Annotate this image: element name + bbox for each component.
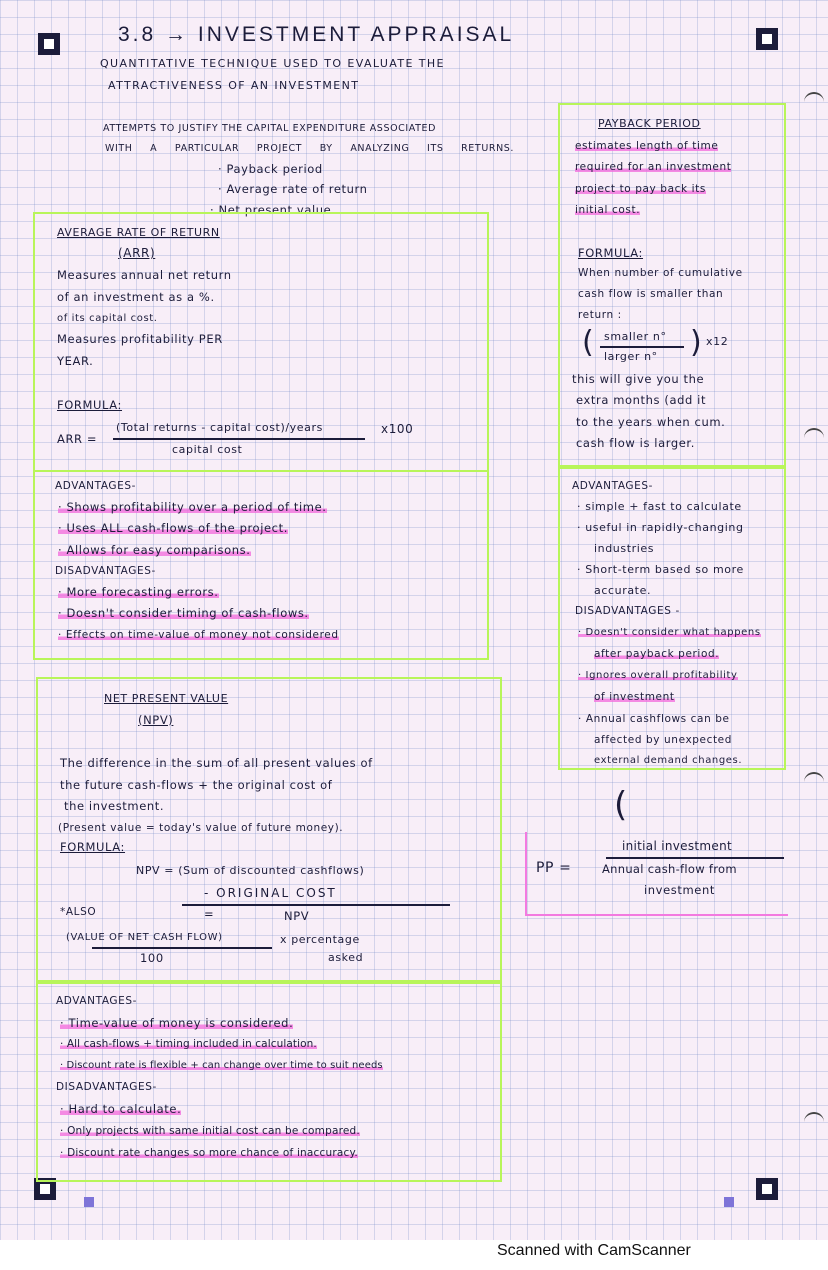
payback-dis-5: · Annual cashflows can be — [578, 713, 730, 725]
npv-eq: = — [204, 907, 215, 921]
payback-desc-1: estimates length of time — [575, 140, 719, 152]
payback-adv-4: · Short-term based so more — [577, 563, 744, 576]
subtitle-line-2: ATTRACTIVENESS OF AN INVESTMENT — [108, 79, 360, 92]
npv-formula-rule — [182, 904, 450, 906]
corner-marker-top-right — [756, 28, 778, 50]
payback-note-4: cash flow is larger. — [576, 436, 695, 450]
arr-adv-3: · Allows for easy comparisons. — [58, 543, 251, 557]
punch-hole-2 — [804, 428, 824, 442]
arr-fraction-bar — [113, 438, 365, 440]
npv-desc-2: the future cash-flows + the original cost of — [60, 778, 333, 792]
npv-dis-2: · Only projects with same initial cost can be compared. — [60, 1125, 360, 1137]
payback-desc-2: required for an investment — [575, 161, 732, 173]
intro-line-2: WITH A PARTICULAR PROJECT BY ANALYZING ITS RETURNS. — [105, 143, 515, 154]
npv-dis-label: DISADVANTAGES- — [56, 1081, 157, 1093]
payback-note-1: this will give you the — [572, 372, 705, 386]
npv-adv-2: · All cash-flows + timing included in calculation. — [60, 1038, 317, 1050]
arr-dis-label: DISADVANTAGES- — [55, 565, 156, 577]
payback-dis-2: after payback period. — [594, 648, 720, 660]
payback-frac-den: larger n° — [604, 350, 658, 363]
npv-formula-a: NPV = (Sum of discounted cashflows) — [136, 864, 365, 877]
pp-paren: ( — [614, 785, 628, 825]
arr-desc-5: YEAR. — [57, 354, 94, 368]
payback-paren-open: ( — [582, 325, 595, 360]
purple-square-left — [84, 1197, 94, 1207]
payback-desc-4: initial cost. — [575, 204, 641, 216]
npv-also-denominator: 100 — [140, 951, 164, 965]
payback-dis-1: · Doesn't consider what happens — [578, 627, 761, 638]
corner-marker-top-left — [38, 33, 60, 55]
payback-frac-num: smaller n° — [604, 330, 667, 343]
npv-formula-label: FORMULA: — [60, 840, 126, 854]
arr-heading: AVERAGE RATE OF RETURN — [57, 226, 220, 239]
punch-hole-1 — [804, 92, 824, 106]
payback-frac-mult: x12 — [706, 335, 729, 348]
payback-adv-label: ADVANTAGES- — [572, 480, 654, 492]
payback-dis-4: of investment — [594, 691, 675, 703]
intro-list-2: · Average rate of return — [218, 182, 368, 196]
payback-fraction-bar — [600, 346, 684, 348]
npv-also-numerator: (VALUE OF NET CASH FLOW) — [66, 932, 223, 943]
payback-formula-label: FORMULA: — [578, 246, 644, 260]
payback-adv-1: · simple + fast to calculate — [577, 500, 742, 513]
payback-note-3: to the years when cum. — [576, 415, 726, 429]
intro-list-1: · Payback period — [218, 162, 323, 176]
intro-line-1: ATTEMPTS TO JUSTIFY THE CAPITAL EXPENDITURE ASSOCIATED — [103, 123, 437, 134]
payback-box — [558, 103, 786, 467]
payback-formula-desc-1: When number of cumulative — [578, 267, 743, 279]
payback-adv-3: industries — [594, 542, 655, 555]
npv-desc-1: The difference in the sum of all present values of — [60, 756, 373, 770]
arr-desc-2: of an investment as a %. — [57, 290, 215, 304]
npv-dis-3: · Discount rate changes so more chance of inaccuracy. — [60, 1147, 358, 1159]
arr-dis-1: · More forecasting errors. — [58, 585, 219, 599]
npv-also: *ALSO — [60, 906, 97, 918]
arr-formula-lhs: ARR = — [57, 432, 98, 446]
payback-dis-label: DISADVANTAGES - — [575, 605, 680, 617]
pp-denominator: Annual cash-flow from — [602, 862, 737, 876]
npv-also-asked: asked — [328, 951, 364, 964]
npv-heading: NET PRESENT VALUE — [104, 692, 229, 705]
pp-fraction-bar — [606, 857, 784, 859]
arr-formula-numerator: (Total returns - capital cost)/years — [116, 421, 323, 434]
npv-dis-1: · Hard to calculate. — [60, 1102, 182, 1116]
pp-denominator-2: investment — [644, 883, 715, 897]
npv-adv-1: · Time-value of money is considered. — [60, 1016, 294, 1030]
npv-also-fraction-bar — [92, 947, 272, 949]
npv-also-mult: x percentage — [280, 933, 360, 946]
punch-hole-3 — [804, 772, 824, 786]
payback-heading: PAYBACK PERIOD — [598, 117, 701, 130]
arr-desc-4: Measures profitability PER — [57, 332, 223, 346]
payback-dis-3: · Ignores overall profitability — [578, 670, 738, 681]
npv-abbr: (NPV) — [138, 713, 174, 727]
payback-formula-desc-2: cash flow is smaller than — [578, 288, 724, 300]
npv-desc-3: the investment. — [64, 799, 165, 813]
npv-small: NPV — [284, 909, 310, 923]
page-title: 3.8 → INVESTMENT APPRAISAL — [118, 23, 515, 46]
payback-formula-desc-3: return : — [578, 309, 622, 321]
arr-adv-1: · Shows profitability over a period of time. — [58, 500, 327, 514]
arr-dis-2: · Doesn't consider timing of cash-flows. — [58, 606, 309, 620]
payback-desc-3: project to pay back its — [575, 183, 706, 195]
arr-dis-3: · Effects on time-value of money not considered — [58, 629, 339, 641]
payback-adv-2: · useful in rapidly-changing — [577, 521, 744, 534]
npv-formula-b: - ORIGINAL COST — [204, 886, 337, 900]
purple-square-right — [724, 1197, 734, 1207]
payback-adv-5: accurate. — [594, 584, 652, 597]
payback-dis-7: external demand changes. — [594, 755, 743, 766]
corner-marker-bottom-right — [756, 1178, 778, 1200]
npv-adv-label: ADVANTAGES- — [56, 995, 138, 1007]
subtitle-line-1: QUANTITATIVE TECHNIQUE USED TO EVALUATE THE — [100, 57, 445, 70]
scanner-footer: Scanned with CamScanner — [497, 1242, 691, 1259]
arr-desc-3: of its capital cost. — [57, 313, 158, 324]
pp-numerator: initial investment — [622, 839, 732, 853]
arr-abbr: (ARR) — [118, 246, 156, 260]
arr-adv-2: · Uses ALL cash-flows of the project. — [58, 521, 288, 535]
npv-adv-3: · Discount rate is flexible + can change over time to suit needs — [60, 1060, 383, 1071]
npv-desc-4: (Present value = today's value of future money). — [58, 822, 344, 834]
arr-desc-1: Measures annual net return — [57, 268, 232, 282]
payback-dis-6: affected by unexpected — [594, 734, 732, 746]
arr-formula-label: FORMULA: — [57, 398, 123, 412]
punch-hole-4 — [804, 1112, 824, 1126]
arr-formula-mult: x100 — [381, 422, 414, 436]
pp-label: PP = — [536, 860, 572, 876]
payback-paren-close: ) — [690, 325, 703, 360]
arr-formula-denominator: capital cost — [172, 443, 243, 456]
arr-adv-label: ADVANTAGES- — [55, 480, 137, 492]
intro-list-3: · Net present value — [210, 203, 332, 217]
payback-note-2: extra months (add it — [576, 393, 707, 407]
